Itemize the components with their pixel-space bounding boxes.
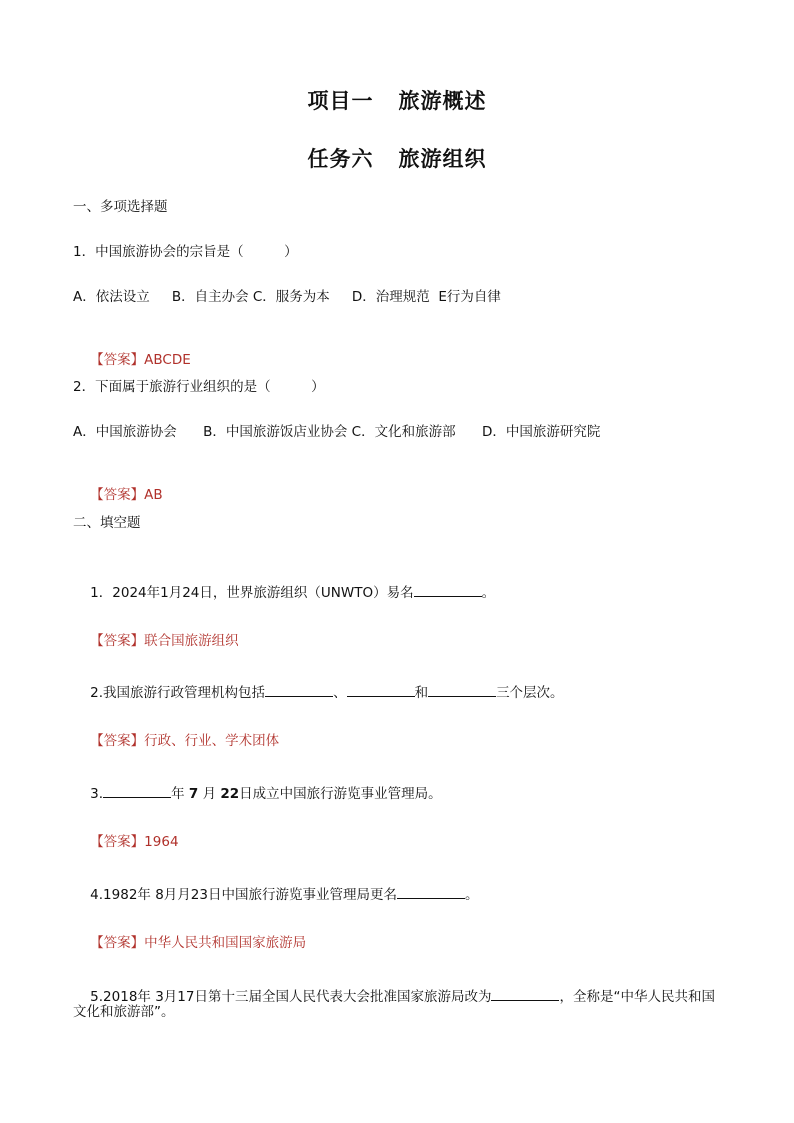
answer-text: 行政、行业、学术团体 xyxy=(144,733,280,749)
question-text: 年 xyxy=(171,786,185,802)
question-number: 22 xyxy=(220,786,240,802)
answer-text: AB xyxy=(144,487,163,503)
fill-answer-1 xyxy=(73,614,239,668)
fill-answer-3 xyxy=(73,815,179,869)
question-text: 4.1982年 8月月23日中国旅行游览事业管理局更名 xyxy=(90,887,397,903)
fill-question-4 xyxy=(73,866,478,922)
question-text: 1．2024年1月24日，世界旅游组织（UNWTO）易名 xyxy=(90,585,414,601)
answer-blank[interactable] xyxy=(491,986,559,1001)
section-multiple-choice-heading: 一、多项选择题 xyxy=(73,199,168,215)
project-title: 项目一 旅游概述 xyxy=(307,89,487,113)
question-number: 7 xyxy=(188,786,199,802)
question-text: 3. xyxy=(90,786,104,802)
section-fill-blank-heading: 二、填空题 xyxy=(73,515,141,531)
answer-text: ABCDE xyxy=(144,352,191,368)
answer-tag: 【答案】 xyxy=(90,733,145,749)
answer-blank[interactable] xyxy=(103,783,171,798)
question-text: ，全称是“中华人民共和国 xyxy=(559,989,715,1005)
mc-question-2: 2．下面属于旅游行业组织的是（ ） xyxy=(73,379,325,395)
answer-tag: 【答案】 xyxy=(90,352,145,368)
mc-question-1-options: A．依法设立 B．自主办会 C．服务为本 D．治理规范 E行为自律 xyxy=(73,289,501,305)
question-text: 。 xyxy=(464,887,479,903)
question-text: 日成立中国旅行游览事业管理局。 xyxy=(239,786,442,802)
fill-answer-2 xyxy=(73,714,279,768)
answer-tag: 【答案】 xyxy=(90,633,145,649)
question-text: 5.2018年 3月17日第十三届全国人民代表大会批准国家旅游局改为 xyxy=(90,989,492,1005)
fill-question-1 xyxy=(73,564,495,620)
answer-tag: 【答案】 xyxy=(90,834,145,850)
question-text: 月 xyxy=(202,786,217,802)
answer-tag: 【答案】 xyxy=(90,487,145,503)
fill-question-2 xyxy=(73,664,564,720)
question-text: 、 xyxy=(333,685,347,701)
question-text: 。 xyxy=(481,585,496,601)
answer-text: 联合国旅游组织 xyxy=(144,633,239,649)
answer-text: 1964 xyxy=(144,834,179,850)
question-text: 和 xyxy=(414,685,429,701)
mc-question-1: 1．中国旅游协会的宗旨是（ ） xyxy=(73,244,298,260)
fill-answer-4 xyxy=(73,916,306,970)
answer-blank[interactable] xyxy=(265,682,333,697)
mc-question-2-options: A．中国旅游协会 B．中国旅游饭店业协会 C．文化和旅游部 D．中国旅游研究院 xyxy=(73,424,601,440)
answer-blank[interactable] xyxy=(414,582,482,597)
answer-blank[interactable] xyxy=(347,682,415,697)
answer-tag: 【答案】 xyxy=(90,935,145,951)
answer-blank[interactable] xyxy=(428,682,496,697)
answer-blank[interactable] xyxy=(397,884,465,899)
fill-question-5-continued: 文化和旅游部”。 xyxy=(73,1004,175,1020)
answer-text: 中华人民共和国国家旅游局 xyxy=(144,935,307,951)
question-text: 2.我国旅游行政管理机构包括 xyxy=(90,685,266,701)
question-text: 三个层次。 xyxy=(496,685,564,701)
fill-question-3 xyxy=(73,765,442,821)
task-title: 任务六 旅游组织 xyxy=(307,147,487,171)
